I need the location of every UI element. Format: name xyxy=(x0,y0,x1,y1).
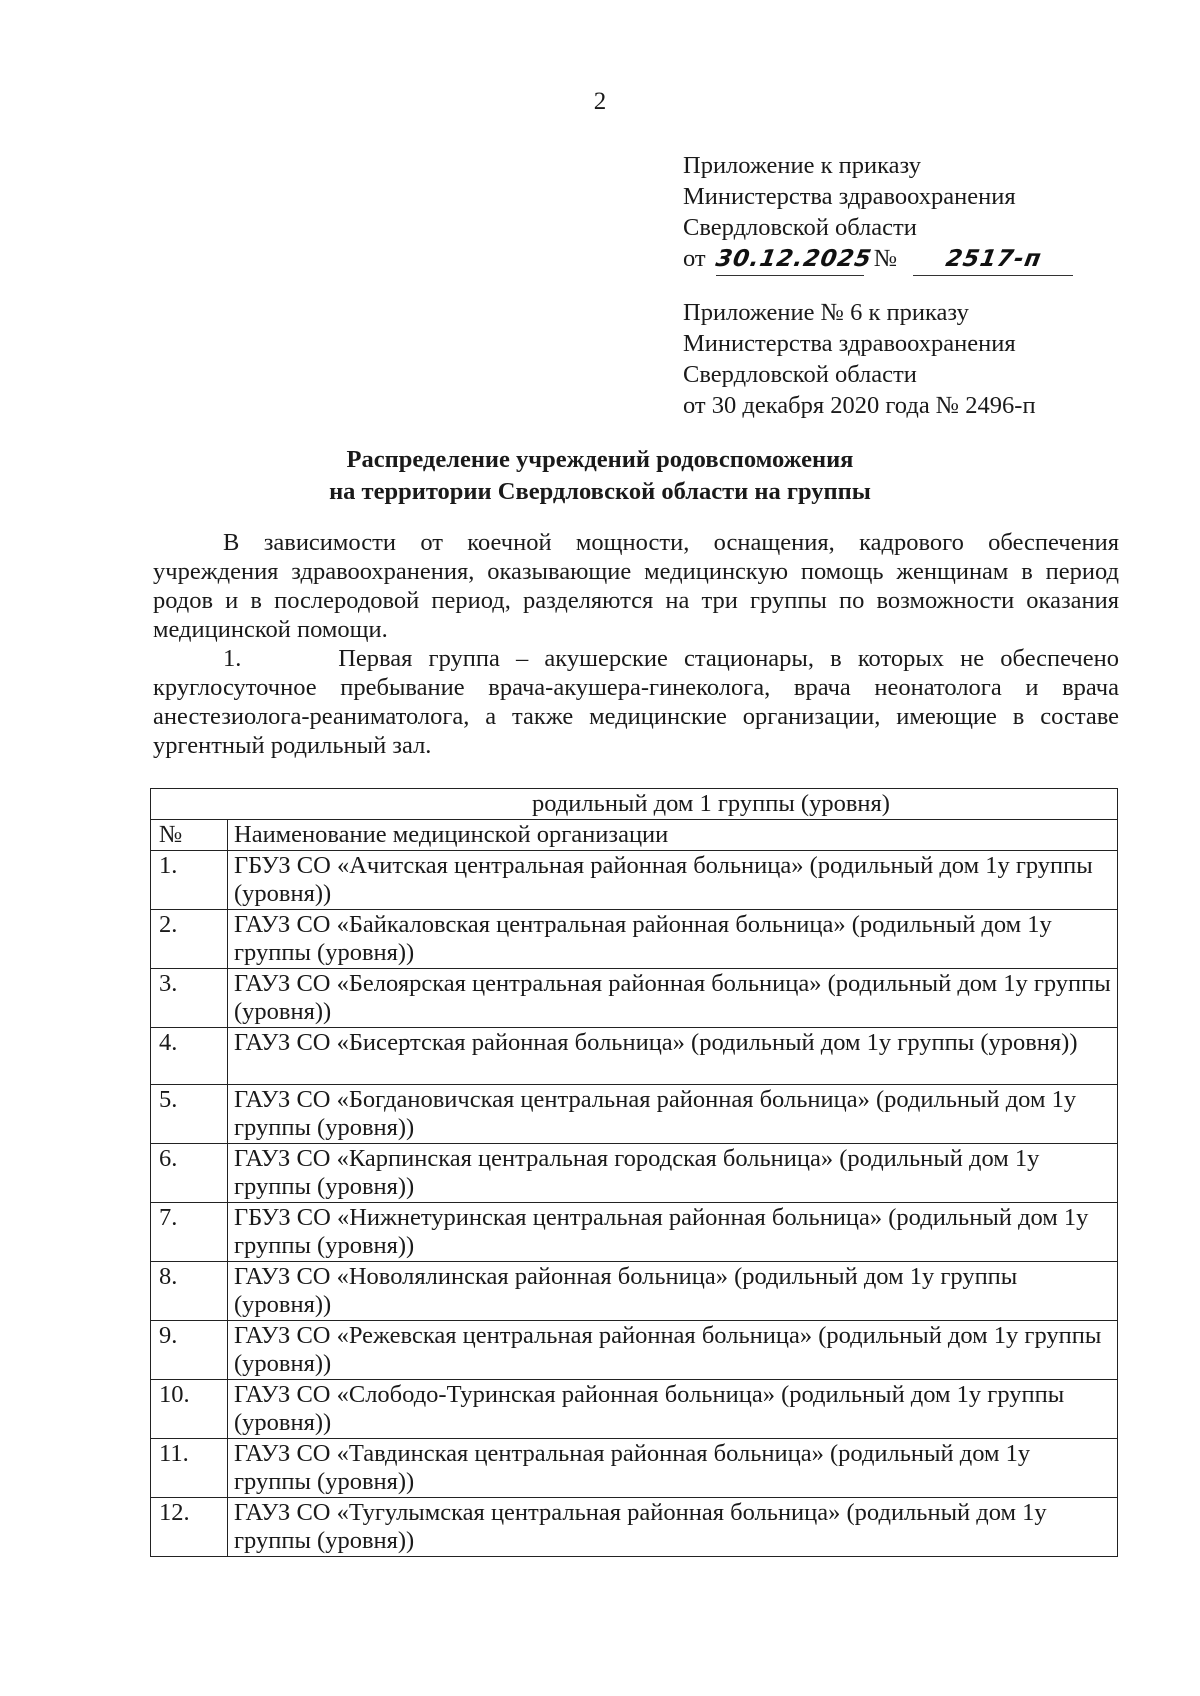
row-number: 7. xyxy=(151,1203,228,1262)
row-number: 11. xyxy=(151,1439,228,1498)
table-row xyxy=(151,1439,1118,1498)
document-title-line1: Распределение учреждений родовспоможения xyxy=(346,446,854,473)
row-number: 3. xyxy=(151,969,228,1028)
body-text xyxy=(153,528,1119,760)
row-organization-name: ГАУЗ СО «Байкаловская центральная районная больница» (родильный дом 1у группы (уровня)) xyxy=(228,910,1118,969)
table-row xyxy=(151,851,1118,910)
row-number: 8. xyxy=(151,1262,228,1321)
row-organization-name: ГБУЗ СО «Ачитская центральная районная больница» (родильный дом 1у группы (уровня)) xyxy=(228,851,1118,910)
row-organization-name: ГАУЗ СО «Белоярская центральная районная больница» (родильный дом 1у группы (уровня)) xyxy=(228,969,1118,1028)
first-group-paragraph: 1. Первая группа – акушерские стационары, в которых не обеспечено круглосуточное пребывание врача-акушера-гинеколога, врача неонатолога и врача анестезиолога-реаниматолога, а также медицинские организации, имеющие в составе ургентный родильный зал. xyxy=(153,645,1119,759)
table-row xyxy=(151,1028,1118,1085)
row-organization-name: ГАУЗ СО «Бисертская районная больница» (родильный дом 1у группы (уровня)) xyxy=(228,1028,1118,1085)
date-prefix: от xyxy=(683,245,706,272)
row-organization-name: ГАУЗ СО «Слободо-Туринская районная больница» (родильный дом 1у группы (уровня)) xyxy=(228,1380,1118,1439)
appendix-current-line3: Свердловской области xyxy=(683,214,917,241)
table-row xyxy=(151,1144,1118,1203)
row-number: 4. xyxy=(151,1028,228,1085)
handwritten-number: 2517-п xyxy=(943,246,1044,272)
row-number: 9. xyxy=(151,1321,228,1380)
appendix-original-order xyxy=(683,297,1036,421)
document-title xyxy=(0,444,1200,508)
table-caption: родильный дом 1 группы (уровня) xyxy=(151,789,1118,820)
row-organization-name: ГАУЗ СО «Новолялинская районная больница» (родильный дом 1у группы (уровня)) xyxy=(228,1262,1118,1321)
appendix-original-line1: Приложение № 6 к приказу xyxy=(683,299,969,326)
table-row xyxy=(151,1498,1118,1557)
row-organization-name: ГАУЗ СО «Тугулымская центральная районная больница» (родильный дом 1у группы (уровня)) xyxy=(228,1498,1118,1557)
appendix-original-line2: Министерства здравоохранения xyxy=(683,330,1016,357)
table-row xyxy=(151,910,1118,969)
appendix-current-line1: Приложение к приказу xyxy=(683,152,921,179)
appendix-original-line3: Свердловской области xyxy=(683,361,917,388)
header-organization-name: Наименование медицинской организации xyxy=(228,820,1118,851)
table-row xyxy=(151,1380,1118,1439)
table-row xyxy=(151,1321,1118,1380)
appendix-current-order xyxy=(683,150,1073,276)
row-number: 12. xyxy=(151,1498,228,1557)
table-header-row xyxy=(151,820,1118,851)
maternity-table-container xyxy=(150,788,1118,1557)
row-number: 1. xyxy=(151,851,228,910)
table-row xyxy=(151,1262,1118,1321)
header-number: № xyxy=(151,820,228,851)
row-organization-name: ГАУЗ СО «Тавдинская центральная районная больница» (родильный дом 1у группы (уровня)) xyxy=(228,1439,1118,1498)
row-organization-name: ГБУЗ СО «Нижнетуринская центральная районная больница» (родильный дом 1у группы (уровня)) xyxy=(228,1203,1118,1262)
number-sign: № xyxy=(873,245,898,272)
document-title-line2: на территории Свердловской области на группы xyxy=(329,478,871,505)
row-number: 6. xyxy=(151,1144,228,1203)
row-number: 10. xyxy=(151,1380,228,1439)
appendix-original-line4: от 30 декабря 2020 года № 2496-п xyxy=(683,392,1036,419)
table-row xyxy=(151,969,1118,1028)
maternity-table xyxy=(150,788,1118,1557)
row-number: 5. xyxy=(151,1085,228,1144)
table-row xyxy=(151,1085,1118,1144)
table-row xyxy=(151,1203,1118,1262)
row-number: 2. xyxy=(151,910,228,969)
row-organization-name: ГАУЗ СО «Режевская центральная районная больница» (родильный дом 1у группы (уровня)) xyxy=(228,1321,1118,1380)
row-organization-name: ГАУЗ СО «Карпинская центральная городская больница» (родильный дом 1у группы (уровня)) xyxy=(228,1144,1118,1203)
page-number: 2 xyxy=(593,88,607,115)
row-organization-name: ГАУЗ СО «Богдановичская центральная районная больница» (родильный дом 1у группы (уровня)) xyxy=(228,1085,1118,1144)
handwritten-number-field xyxy=(913,243,1073,276)
handwritten-date: 30.12.2025 xyxy=(713,246,874,272)
appendix-current-date-line xyxy=(683,243,1073,276)
handwritten-date-field xyxy=(713,243,874,276)
table-caption-row xyxy=(151,789,1118,820)
appendix-current-line2: Министерства здравоохранения xyxy=(683,183,1016,210)
intro-paragraph: В зависимости от коечной мощности, оснащения, кадрового обеспечения учреждения здравоохранения, оказывающие медицинскую помощь женщинам в период родов и в послеродовой период, разделяются на три группы по возможности оказания медицинской помощи. xyxy=(153,529,1119,643)
